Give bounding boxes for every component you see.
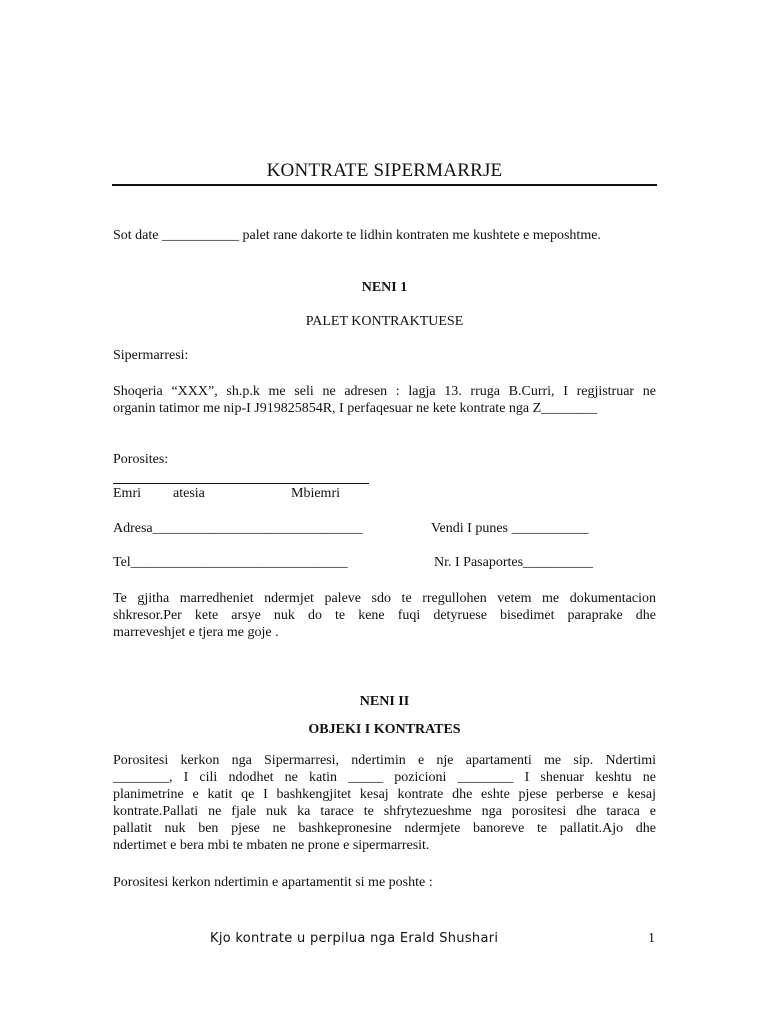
object-line: ndertimet e bera mbi te mbaten ne prone e sipermarresit. bbox=[113, 838, 430, 853]
last-name-label: Mbiemri bbox=[291, 486, 340, 501]
section2-heading: NENI II bbox=[359, 694, 410, 709]
father-name-label: atesia bbox=[173, 486, 205, 501]
object-line: ________, I cili ndodhet ne katin _____ pozicioni ________ I shenuar keshtu ne bbox=[113, 770, 656, 785]
client-name-blank bbox=[113, 483, 369, 484]
contractor-line: organin tatimor me nip-I J919825854R, I perfaqesuar ne kete kontrate nga Z________ bbox=[113, 401, 598, 416]
passport-field: Nr. I Pasaportes__________ bbox=[434, 555, 594, 570]
clause-line: Te gjitha marredheniet ndermjet paleve sdo te rregullohen vetem me dokumentacion bbox=[113, 591, 656, 606]
object-line: Porositesi kerkon nga Sipermarresi, ndertimin e nje apartamenti me sip. Ndertimi bbox=[113, 753, 656, 768]
contractor-label: Sipermarresi: bbox=[113, 348, 189, 363]
clause-line: marreveshjet e tjera me goje . bbox=[113, 625, 279, 640]
object-line: pallatit nuk ben pjese ne bashkepronesine ndermjete banoreve te pallatit.Ajo dhe bbox=[113, 821, 656, 836]
section2-subheading: OBJEKI I KONTRATES bbox=[308, 722, 461, 737]
address-field: Adresa______________________________ bbox=[113, 521, 363, 536]
clause-line: shkresor.Per kete arsye nuk do te kene fuqi detyruese bisedimet paraprake dhe bbox=[113, 608, 656, 623]
contractor-paragraph bbox=[113, 383, 656, 417]
first-name-label: Emri bbox=[113, 486, 141, 501]
section1-subheading: PALET KONTRAKTUESE bbox=[305, 314, 464, 329]
clause-paragraph bbox=[113, 590, 656, 641]
section1-heading: NENI 1 bbox=[361, 280, 408, 295]
intro-line: Sot date ___________ palet rane dakorte te lidhin kontraten me kushtete e meposhtme. bbox=[113, 228, 601, 243]
object-line: kontrate.Pallati ne fjale nuk ka tarace te shfrytezueshme nga porositesi dhe taraca e bbox=[113, 804, 656, 819]
page-number: 1 bbox=[648, 931, 655, 946]
object-line: planimetrine e katit qe I bashkengjitet kesaj kontrate dhe eshte pjese perberse e kesaj bbox=[113, 787, 656, 802]
closing-line: Porositesi kerkon ndertimin e apartamentit si me poshte : bbox=[113, 875, 433, 890]
document-title: KONTRATE SIPERMARRJE bbox=[266, 160, 503, 181]
workplace-field: Vendi I punes ___________ bbox=[431, 521, 589, 536]
phone-field: Tel_______________________________ bbox=[113, 555, 348, 570]
title-underline bbox=[112, 184, 657, 186]
object-paragraph bbox=[113, 752, 656, 854]
client-label: Porosites: bbox=[113, 452, 169, 467]
footer-text: Kjo kontrate u perpilua nga Erald Shushari bbox=[210, 931, 499, 946]
contractor-line: Shoqeria “XXX”, sh.p.k me seli ne adresen : lagja 13. rruga B.Curri, I regjistruar ne bbox=[113, 384, 656, 399]
